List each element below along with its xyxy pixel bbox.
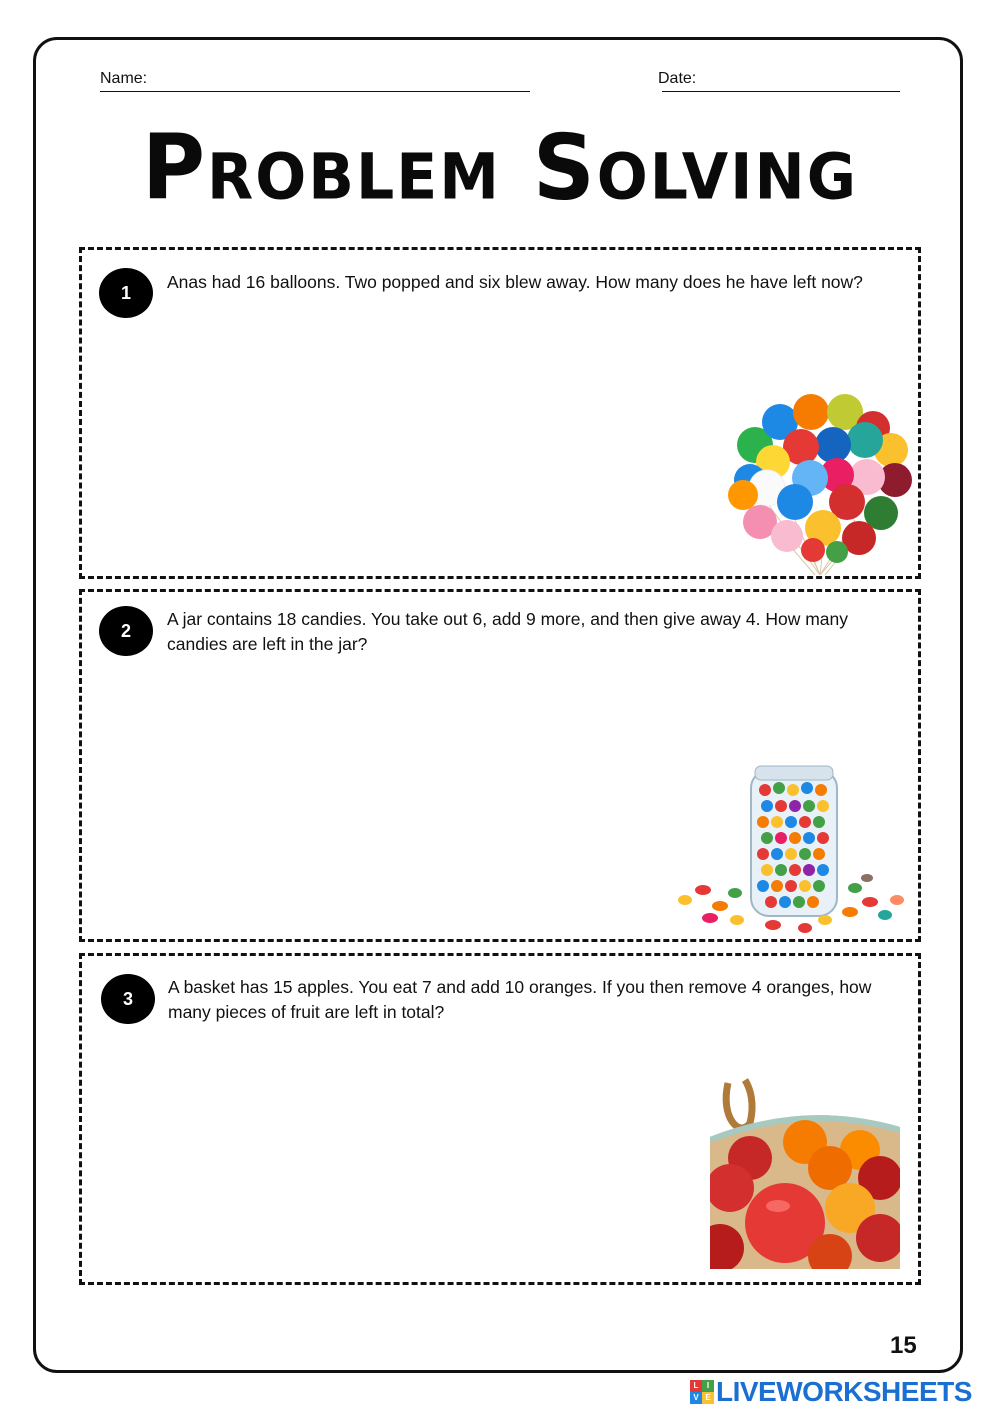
- page-title: Problem Solving: [142, 115, 858, 221]
- question-number-badge: 1: [99, 268, 153, 318]
- fruit-basket-image: [710, 1078, 900, 1269]
- question-text: Anas had 16 balloons. Two popped and six blew away. How many does he have left now?: [167, 272, 863, 292]
- candy-jar-image: [675, 760, 910, 935]
- name-field[interactable]: [100, 91, 530, 92]
- date-label: Date:: [658, 70, 697, 87]
- question-text: A jar contains 18 candies. You take out 6, add 9 more, and then give away 4. How many candies are left in the jar?: [167, 609, 848, 654]
- page-number: 15: [890, 1332, 917, 1359]
- brand-name: LIVEWORKSHEETS: [716, 1376, 972, 1407]
- question-number-badge: 3: [101, 974, 155, 1024]
- liveworksheets-icon: L I V E: [690, 1380, 714, 1404]
- liveworksheets-logo[interactable]: [690, 1376, 972, 1408]
- name-label: Name:: [100, 70, 148, 87]
- date-field[interactable]: [662, 91, 900, 92]
- question-number-badge: 2: [99, 606, 153, 656]
- balloons-image: [725, 390, 915, 580]
- question-text: A basket has 15 apples. You eat 7 and add 10 oranges. If you then remove 4 oranges, how many pieces of fruit are left in total?: [168, 977, 872, 1022]
